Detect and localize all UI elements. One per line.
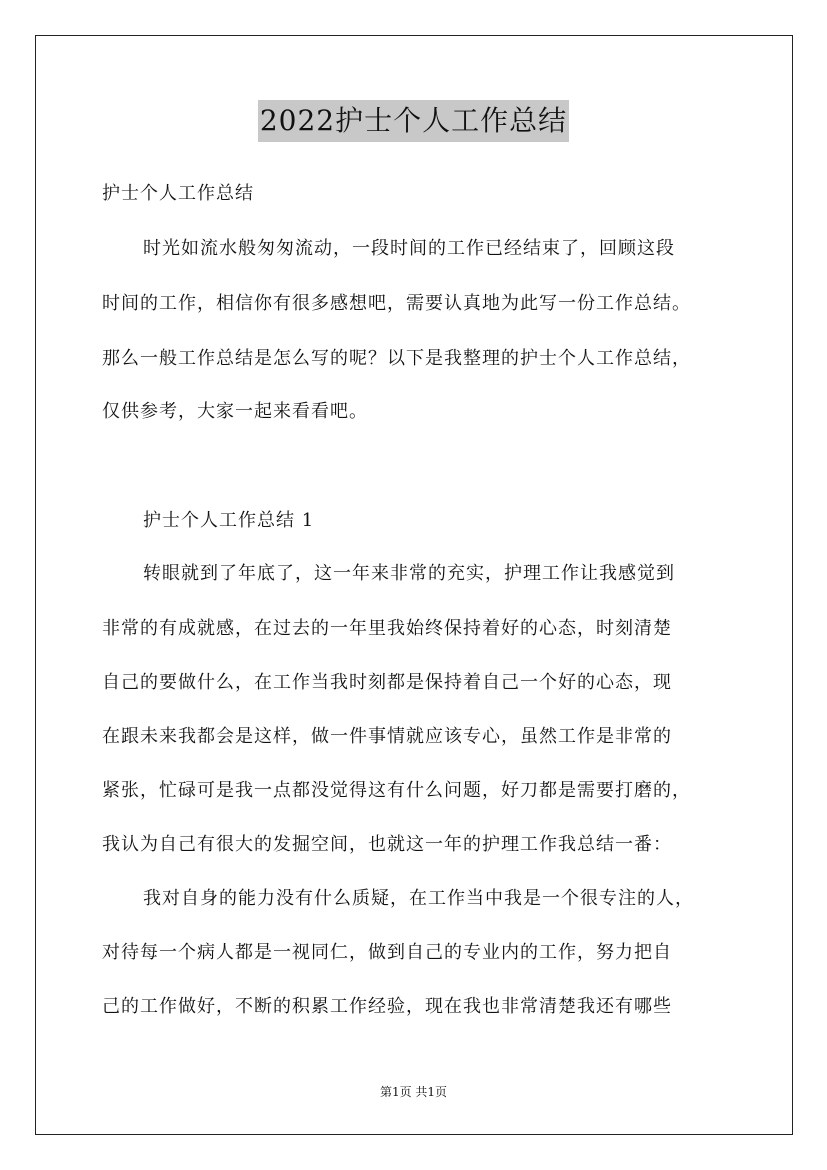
page-footer: 第1页 共1页 xyxy=(379,1085,448,1099)
intro-line: 仅供参考，大家一起来看看吧。 xyxy=(102,401,368,422)
intro-line: 时间的工作，相信你有很多感想吧，需要认真地为此写一份工作总结。 xyxy=(102,293,691,314)
document-title: 2022护士个人工作总结 xyxy=(258,100,569,142)
paragraph-line: 紧张，忙碌可是我一点都没觉得这有什么问题，好刀都是需要打磨的， xyxy=(102,780,691,801)
document-subtitle: 护士个人工作总结 xyxy=(102,183,254,204)
paragraph-line: 在跟未来我都会是这样，做一件事情就应该专心，虽然工作是非常的 xyxy=(102,726,672,747)
title-container xyxy=(0,100,827,142)
intro-line: 时光如流水般匆匆流动，一段时间的工作已经结束了，回顾这段 xyxy=(143,238,675,259)
paragraph-line: 转眼就到了年底了，这一年来非常的充实，护理工作让我感觉到 xyxy=(143,563,675,584)
paragraph-line: 我对自身的能力没有什么质疑，在工作当中我是一个很专注的人， xyxy=(143,888,694,909)
paragraph-line: 我认为自己有很大的发掘空间，也就这一年的护理工作我总结一番： xyxy=(102,834,672,855)
paragraph-line: 对待每一个病人都是一视同仁，做到自己的专业内的工作，努力把自 xyxy=(102,942,672,963)
paragraph-line: 非常的有成就感，在过去的一年里我始终保持着好的心态，时刻清楚 xyxy=(102,618,672,639)
intro-line: 那么一般工作总结是怎么写的呢？以下是我整理的护士个人工作总结， xyxy=(102,348,691,369)
paragraph-line: 己的工作做好，不断的积累工作经验，现在我也非常清楚我还有哪些 xyxy=(102,996,672,1017)
paragraph-line: 自己的要做什么，在工作当我时刻都是保持着自己一个好的心态，现 xyxy=(102,672,672,693)
section-heading: 护士个人工作总结 1 xyxy=(143,510,315,531)
